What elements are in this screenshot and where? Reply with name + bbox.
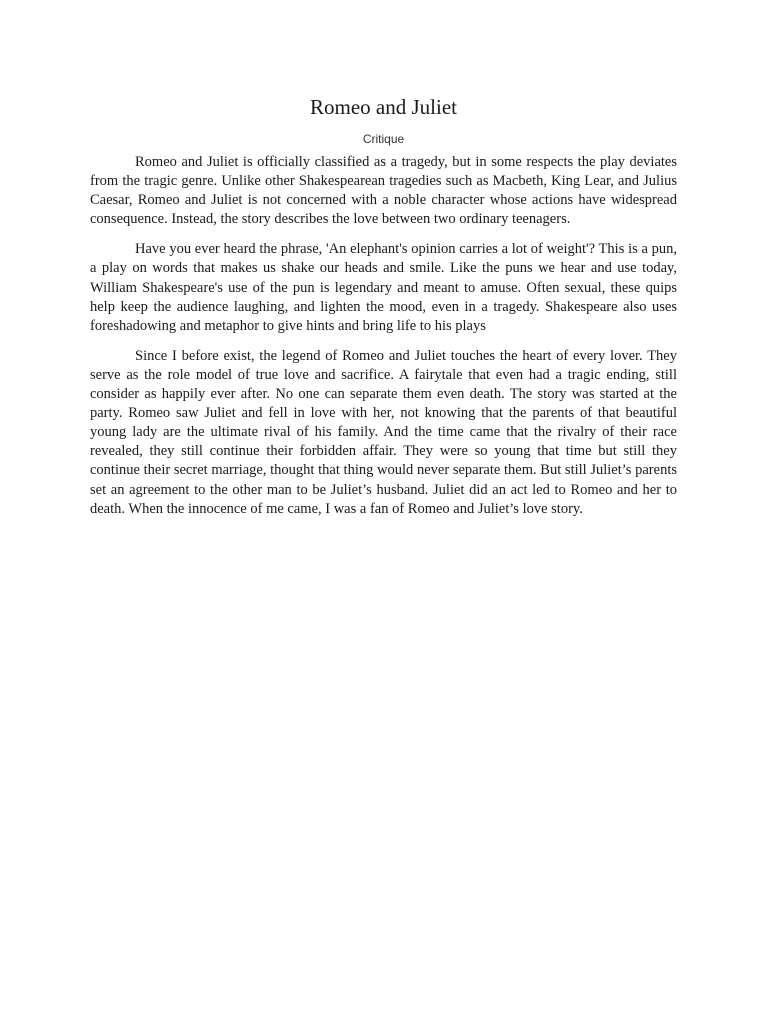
paragraph-2: Have you ever heard the phrase, 'An elephant's opinion carries a lot of weight'? This is a pun, a play on words that makes us shake our heads and smile. Like the puns we hear and use today, William Shakespeare's use of the pun is legendary and meant to amuse. Often sexual, these quips help keep the audience laughing, and lighten the mood, even in a tragedy. Shakespeare also uses foreshadowing and metaphor to give hints and bring life to his plays — [90, 241, 677, 334]
paragraph-3: Since I before exist, the legend of Romeo and Juliet touches the heart of every lover. They serve as the role model of true love and sacrifice. A fairytale that even had a tragic ending, still consider as happily ever after. No one can separate them even death. The story was started at the party. Romeo saw Juliet and fell in love with her, not knowing that the parents of that beautiful young lady are the ultimate rival of his family. And the time came that the rivalry of their race revealed, they still continue their forbidden affair. They were so young that time but still they continue their secret marriage, thought that thing would never separate them. But still Juliet’s parents set an agreement to the other man to be Juliet’s husband. Juliet did an act led to Romeo and her to death. When the innocence of me came, I was a fan of Romeo and Juliet’s love story. — [90, 347, 677, 517]
document-title: Romeo and Juliet — [310, 95, 457, 119]
paragraph-1: Romeo and Juliet is officially classified as a tragedy, but in some respects the play deviates from the tragic genre. Unlike other Shakespearean tragedies such as Macbeth, King Lear, and Julius Caesar, Romeo and Juliet is not concerned with a noble character whose actions have widespread consequence. Instead, the story describes the love between two ordinary teenagers. — [90, 154, 677, 228]
document-subtitle: Critique — [362, 132, 405, 146]
document-body — [90, 94, 677, 519]
